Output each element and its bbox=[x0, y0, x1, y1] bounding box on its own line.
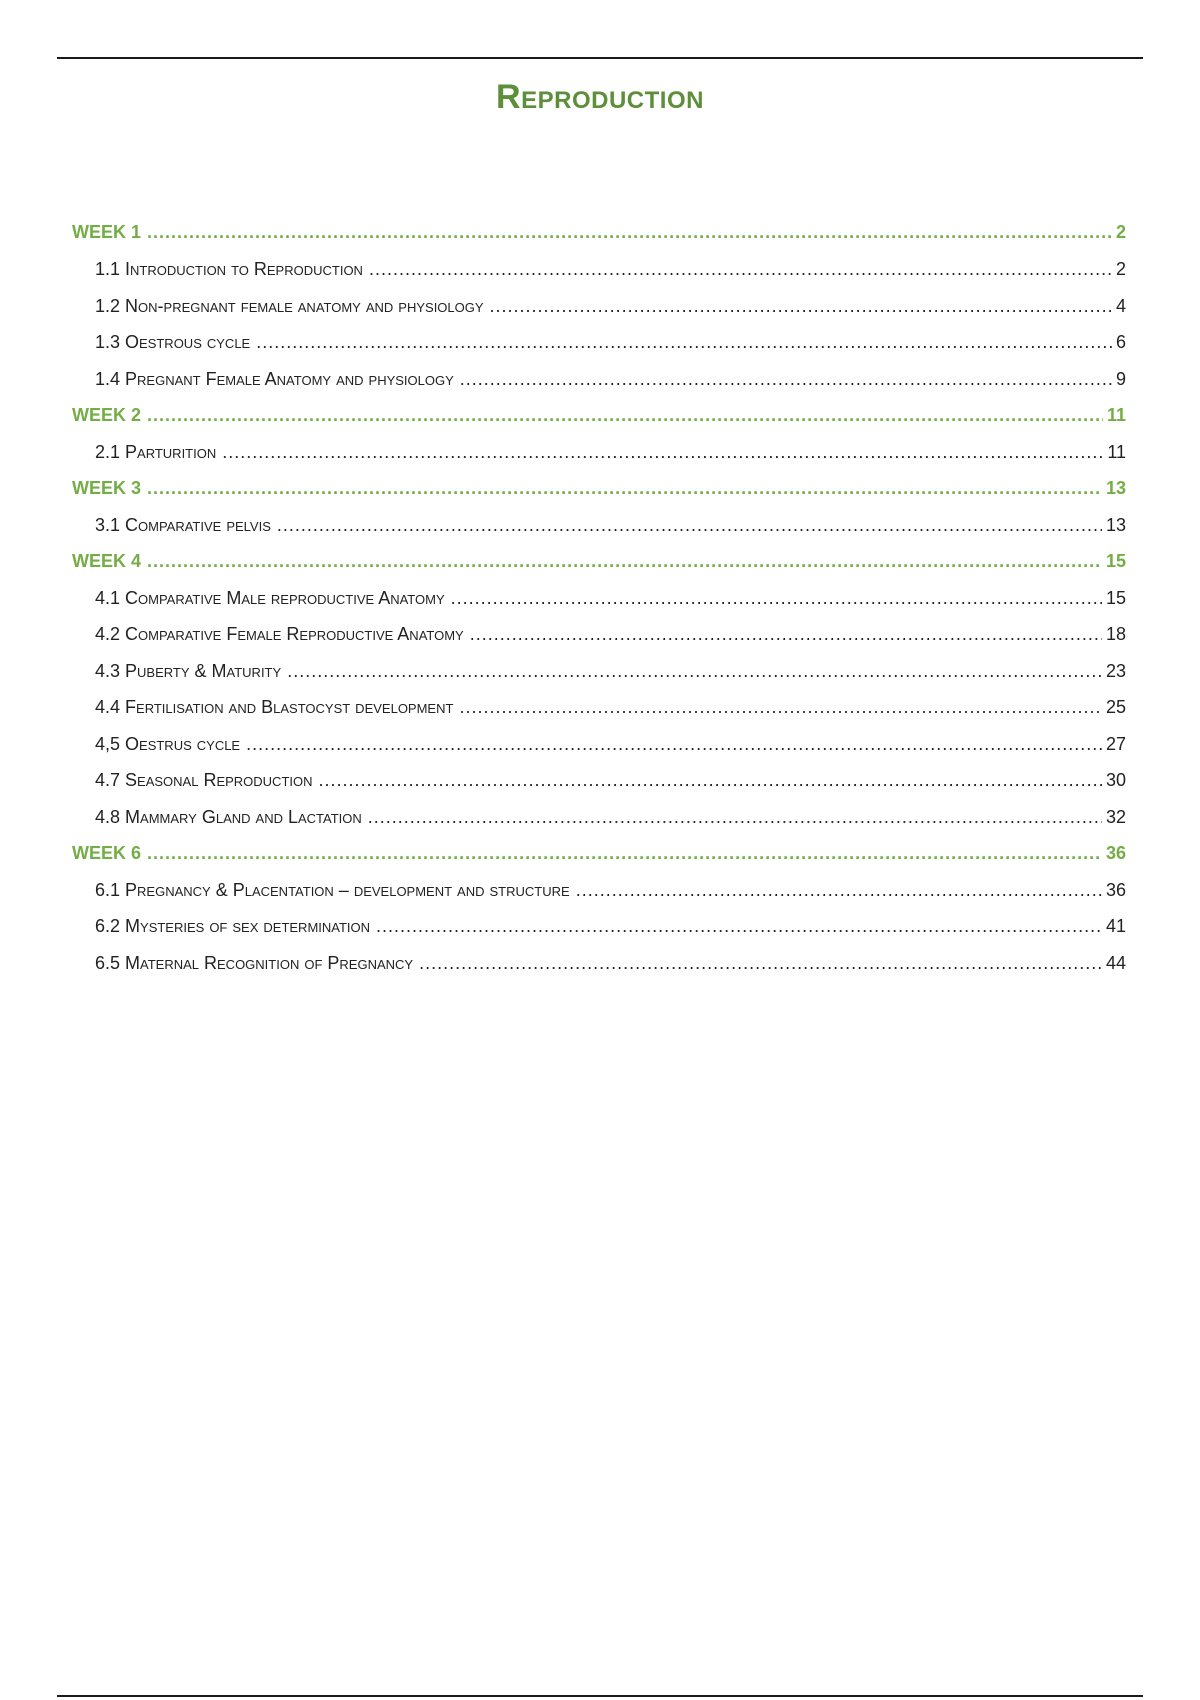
toc-page-number: 13 bbox=[1105, 478, 1126, 498]
toc-leader-dots bbox=[277, 515, 1102, 535]
toc-leader-dots bbox=[459, 697, 1102, 717]
toc-page-number: 15 bbox=[1105, 551, 1126, 571]
toc-entry[interactable] bbox=[72, 515, 1126, 551]
footer-rule bbox=[57, 1695, 1143, 1697]
toc-leader-dots bbox=[246, 734, 1102, 754]
toc-leader-dots bbox=[419, 953, 1102, 973]
toc-week-heading[interactable] bbox=[72, 405, 1126, 442]
toc-leader-dots bbox=[490, 296, 1112, 316]
toc-page-number: 18 bbox=[1105, 624, 1126, 644]
header-rule bbox=[57, 57, 1143, 59]
toc-leader-dots bbox=[368, 807, 1102, 827]
toc-entry-label: WEEK 2 bbox=[72, 405, 142, 425]
toc-leader-dots bbox=[256, 332, 1112, 352]
toc-page-number: 6 bbox=[1115, 332, 1126, 352]
toc-leader-dots bbox=[147, 405, 1103, 425]
toc-page-number: 44 bbox=[1105, 953, 1126, 973]
toc-entry[interactable] bbox=[72, 369, 1126, 405]
toc-leader-dots bbox=[451, 588, 1102, 608]
toc-leader-dots bbox=[369, 259, 1112, 279]
toc-leader-dots bbox=[147, 551, 1102, 571]
toc-entry-label: 6.2 Mysteries of sex determination bbox=[95, 916, 371, 936]
toc-entry[interactable] bbox=[72, 697, 1126, 734]
document-title: Reproduction bbox=[496, 78, 704, 116]
toc-page-number: 32 bbox=[1105, 807, 1126, 827]
toc-week-heading[interactable] bbox=[72, 478, 1126, 515]
toc-entry-label: WEEK 6 bbox=[72, 843, 142, 863]
toc-entry[interactable] bbox=[72, 916, 1126, 953]
toc-entry-label: 2.1 Parturition bbox=[95, 442, 217, 462]
toc-entry[interactable] bbox=[72, 442, 1126, 478]
toc-page-number: 2 bbox=[1115, 222, 1126, 242]
toc-page-number: 15 bbox=[1105, 588, 1126, 608]
toc-week-heading[interactable] bbox=[72, 843, 1126, 880]
toc-leader-dots bbox=[470, 624, 1102, 644]
toc-entry-label: 4,5 Oestrus cycle bbox=[95, 734, 241, 754]
toc-entry[interactable] bbox=[72, 807, 1126, 843]
toc-page-number: 36 bbox=[1105, 880, 1126, 900]
toc-leader-dots bbox=[222, 442, 1103, 462]
toc-page-number: 27 bbox=[1105, 734, 1126, 754]
toc-entry[interactable] bbox=[72, 734, 1126, 770]
toc-leader-dots bbox=[576, 880, 1102, 900]
toc-page-number: 11 bbox=[1106, 405, 1126, 425]
table-of-contents bbox=[72, 222, 1126, 989]
toc-entry-label: 1.1 Introduction to Reproduction bbox=[95, 259, 363, 279]
toc-leader-dots bbox=[147, 478, 1102, 498]
toc-entry-label: 4.4 Fertilisation and Blastocyst development bbox=[95, 697, 454, 717]
toc-entry[interactable] bbox=[72, 588, 1126, 624]
toc-entry[interactable] bbox=[72, 770, 1126, 807]
toc-entry-label: 1.3 Oestrous cycle bbox=[95, 332, 251, 352]
toc-entry-label: 4.2 Comparative Female Reproductive Anatomy bbox=[95, 624, 464, 644]
toc-page-number: 41 bbox=[1105, 916, 1126, 936]
toc-entry-label: 1.4 Pregnant Female Anatomy and physiology bbox=[95, 369, 454, 389]
toc-week-heading[interactable] bbox=[72, 551, 1126, 588]
toc-page-number: 23 bbox=[1105, 661, 1126, 681]
toc-entry-label: 4.7 Seasonal Reproduction bbox=[95, 770, 313, 790]
toc-entry-label: 3.1 Comparative pelvis bbox=[95, 515, 271, 535]
toc-page-number: 11 bbox=[1107, 442, 1126, 462]
toc-entry-label: WEEK 1 bbox=[72, 222, 142, 242]
toc-week-heading[interactable] bbox=[72, 222, 1126, 259]
toc-page-number: 2 bbox=[1115, 259, 1126, 279]
toc-entry-label: WEEK 4 bbox=[72, 551, 142, 571]
toc-leader-dots bbox=[287, 661, 1102, 681]
toc-leader-dots bbox=[376, 916, 1102, 936]
toc-entry-label: 4.3 Puberty & Maturity bbox=[95, 661, 282, 681]
toc-page-number: 9 bbox=[1115, 369, 1126, 389]
toc-page-number: 4 bbox=[1115, 296, 1126, 316]
toc-entry[interactable] bbox=[72, 332, 1126, 369]
toc-entry-label: 6.5 Maternal Recognition of Pregnancy bbox=[95, 953, 414, 973]
toc-entry[interactable] bbox=[72, 880, 1126, 916]
toc-page-number: 13 bbox=[1105, 515, 1126, 535]
toc-page-number: 30 bbox=[1105, 770, 1126, 790]
toc-entry-label: 4.8 Mammary Gland and Lactation bbox=[95, 807, 362, 827]
toc-entry[interactable] bbox=[72, 953, 1126, 989]
toc-entry[interactable] bbox=[72, 661, 1126, 697]
toc-entry[interactable] bbox=[72, 259, 1126, 296]
toc-entry-label: 6.1 Pregnancy & Placentation – development and structure bbox=[95, 880, 570, 900]
toc-leader-dots bbox=[319, 770, 1102, 790]
toc-entry-label: WEEK 3 bbox=[72, 478, 142, 498]
toc-leader-dots bbox=[147, 222, 1112, 242]
toc-entry[interactable] bbox=[72, 296, 1126, 332]
toc-entry-label: 4.1 Comparative Male reproductive Anatomy bbox=[95, 588, 445, 608]
toc-leader-dots bbox=[460, 369, 1112, 389]
toc-page-number: 36 bbox=[1105, 843, 1126, 863]
toc-leader-dots bbox=[147, 843, 1102, 863]
toc-page-number: 25 bbox=[1105, 697, 1126, 717]
toc-entry[interactable] bbox=[72, 624, 1126, 661]
toc-entry-label: 1.2 Non-pregnant female anatomy and physiology bbox=[95, 296, 484, 316]
